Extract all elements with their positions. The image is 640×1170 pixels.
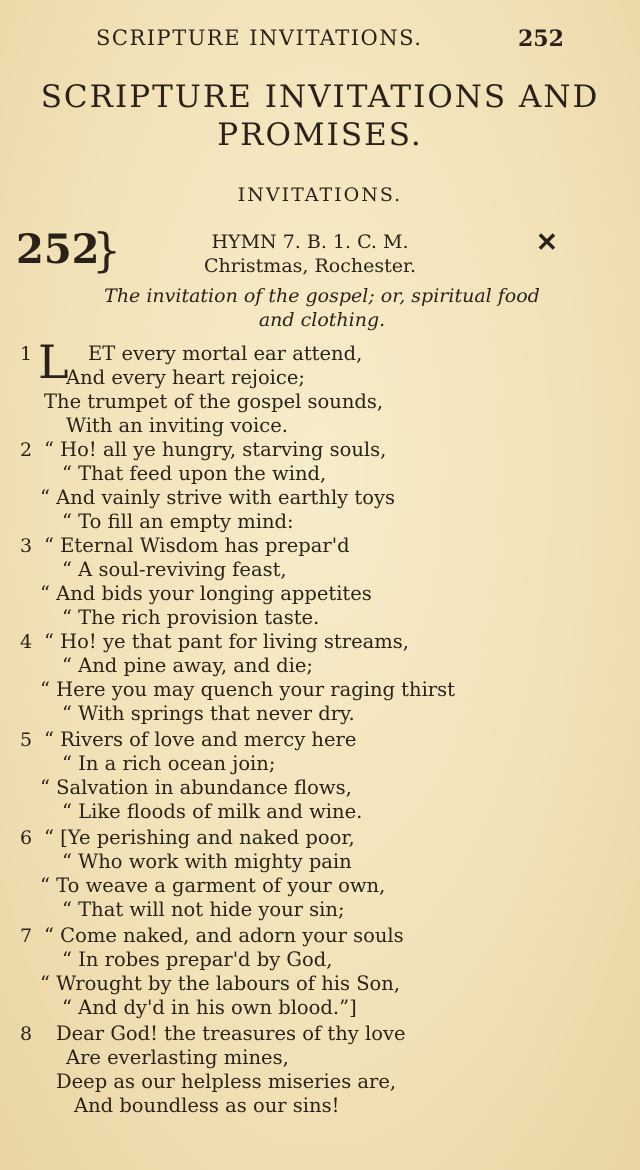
page-title-line1: SCRIPTURE INVITATIONS AND xyxy=(40,79,600,115)
verse-line: “ And pine away, and die; xyxy=(62,654,313,677)
verse-line: With an inviting voice. xyxy=(66,414,288,437)
drop-cap: L xyxy=(38,335,69,389)
verse-line: “ Rivers of love and mercy here xyxy=(44,728,357,751)
verse-line: “ And dy'd in his own blood.”] xyxy=(62,996,357,1019)
verse-line: “ Eternal Wisdom has prepar'd xyxy=(44,534,350,557)
verse-line: “ Wrought by the labours of his Son, xyxy=(40,972,401,995)
verse-line: “ Who work with mighty pain xyxy=(62,850,352,873)
page-title-line2: PROMISES. xyxy=(217,117,423,153)
hymn-number: 252 xyxy=(16,226,100,273)
cross-mark-icon: ✕ xyxy=(536,228,558,258)
hymn-tunes: Christmas, Rochester. xyxy=(203,255,417,277)
verse-line: And boundless as our sins! xyxy=(74,1094,340,1117)
brace-icon: } xyxy=(92,223,122,277)
verse-line: “ Salvation in abundance flows, xyxy=(40,776,352,799)
verse-line: “ Ho! ye that pant for living streams, xyxy=(44,630,409,653)
verse-line: Are everlasting mines, xyxy=(66,1046,289,1069)
verse-line: “ Like floods of milk and wine. xyxy=(62,800,363,823)
stanza-number: 1 xyxy=(20,343,33,365)
stanza-number: 6 xyxy=(20,827,33,849)
verse-line: “ Ho! all ye hungry, starving souls, xyxy=(44,438,387,461)
hymn-reference: HYMN 7. B. 1. C. M. xyxy=(211,231,409,253)
verse-line: “ A soul-reviving feast, xyxy=(62,558,287,581)
stanza-number: 7 xyxy=(20,925,33,947)
stanza-number: 3 xyxy=(20,535,33,557)
verse-line: “ To weave a garment of your own, xyxy=(40,874,386,897)
section-heading: INVITATIONS. xyxy=(237,184,403,206)
verse-line: “ And bids your longing appetites xyxy=(40,582,372,605)
verse-line: “ With springs that never dry. xyxy=(62,702,355,725)
verse-line: Dear God! the treasures of thy love xyxy=(56,1022,406,1045)
stanza-number: 8 xyxy=(20,1023,33,1045)
page-number: 252 xyxy=(518,26,564,52)
hymn-subtitle-line1: The invitation of the gospel; or, spiritual food xyxy=(104,285,540,307)
verse-line: ET every mortal ear attend, xyxy=(88,342,363,365)
verse-line: “ That will not hide your sin; xyxy=(62,898,345,921)
hymn-subtitle xyxy=(22,284,622,332)
verse-line: The trumpet of the gospel sounds, xyxy=(44,390,384,413)
verse-line: Deep as our helpless miseries are, xyxy=(56,1070,397,1093)
verse-line: “ In a rich ocean join; xyxy=(62,752,276,775)
hymn-meta xyxy=(120,230,500,278)
verse-line: “ And vainly strive with earthly toys xyxy=(40,486,395,509)
stanza-number: 2 xyxy=(20,439,33,461)
running-title: SCRIPTURE INVITATIONS. xyxy=(96,26,423,50)
verse-line: “ [Ye perishing and naked poor, xyxy=(44,826,355,849)
verse-line: “ The rich provision taste. xyxy=(62,606,320,629)
stanza-number: 4 xyxy=(20,631,33,653)
verse-line: “ To fill an empty mind: xyxy=(62,510,294,533)
verse-line: “ Here you may quench your raging thirst xyxy=(40,678,455,701)
verse-line: “ In robes prepar'd by God, xyxy=(62,948,333,971)
verse-line: “ That feed upon the wind, xyxy=(62,462,327,485)
verse-line: And every heart rejoice; xyxy=(66,366,305,389)
running-head xyxy=(0,26,640,56)
verse-line: “ Come naked, and adorn your souls xyxy=(44,924,404,947)
stanza-number: 5 xyxy=(20,729,33,751)
hymn-subtitle-line2: and clothing. xyxy=(258,309,386,331)
